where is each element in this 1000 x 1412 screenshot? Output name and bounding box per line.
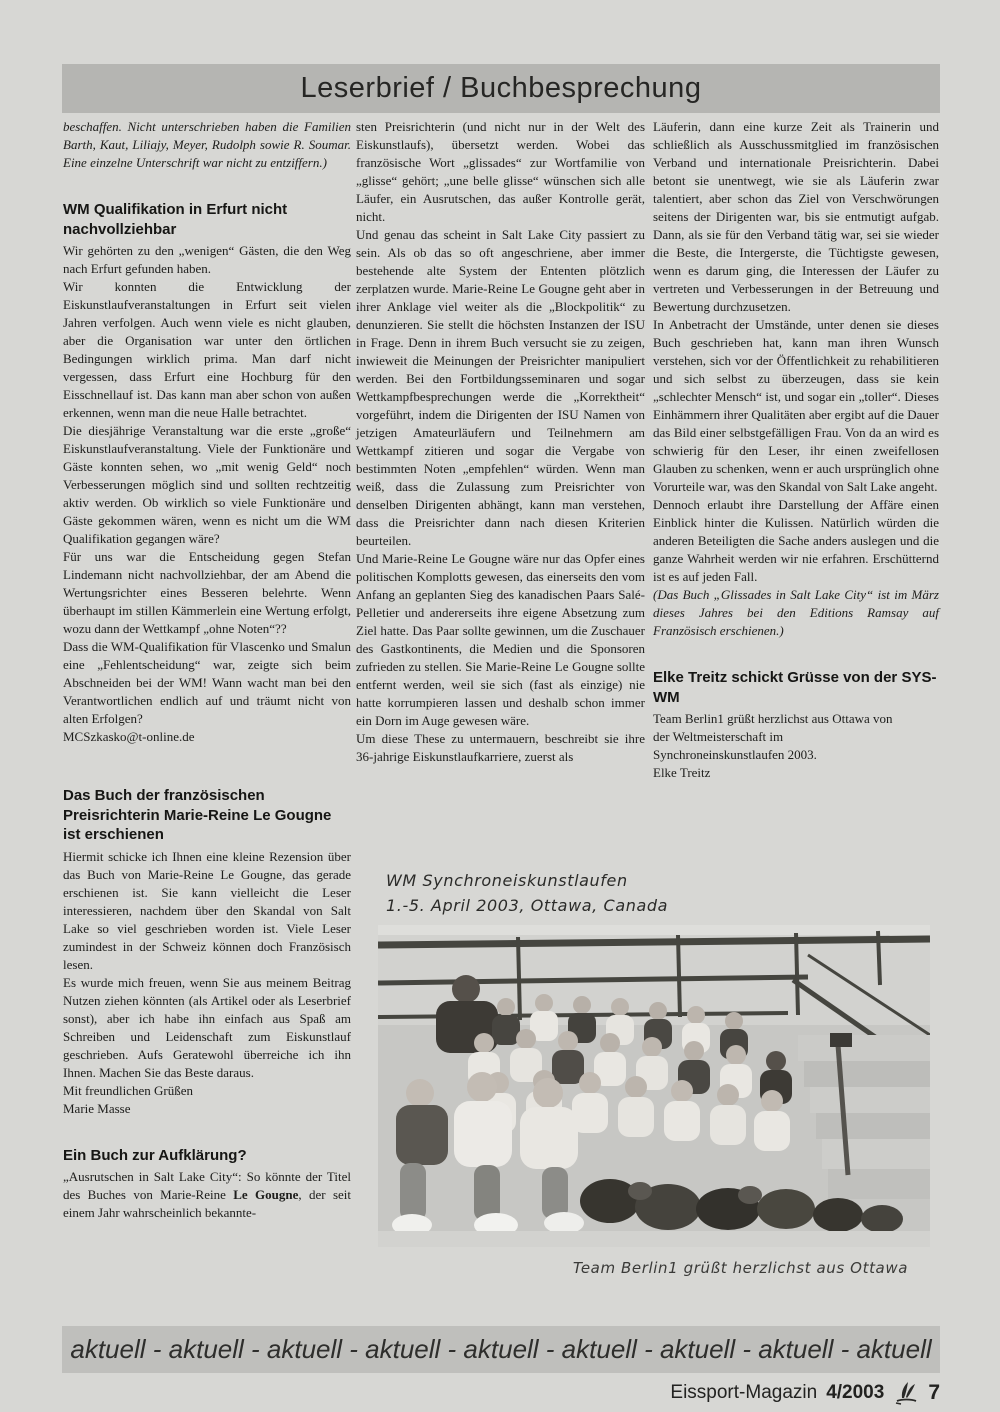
ticker-bar — [62, 1326, 940, 1373]
skate-logo-icon — [893, 1380, 919, 1406]
paragraph: Wir gehörten zu den „wenigen“ Gästen, die den Weg nach Erfurt gefunden haben. — [63, 243, 351, 276]
paragraph — [63, 1168, 351, 1222]
paragraph-text: „Ausrutschen in Salt Lake City“: So könnte der Titel des Buches von Marie-Reine — [63, 1169, 351, 1202]
footer-page-number: 7 — [928, 1381, 940, 1404]
header-bar — [62, 64, 940, 113]
section-heading-elke-treitz: Elke Treitz schickt Grüsse von der SYS-WM — [653, 669, 937, 706]
greeting-line: Synchroneinskunstlaufen 2003. — [653, 747, 817, 762]
paragraph: Und Marie-Reine Le Gougne wäre nur das Opfer eines politischen Komplotts gewesen, das einerseits den vom Anfang an geplanten Sieg des kanadischen Paars Salé-Pelletier und andererseits ihre eigene Absetzung zum Ziel hatte. Das Paar sollte gewinnen, um die Zuschauer des Gastkontinents, die Medien und die Sponsoren zufrieden zu stellen. Sie Marie-Reine Le Gougne sollte entfernt werden, weil sie sich (fast als einzige) nie hatte korrumpieren lassen und deshalb schon immer ein Dorn im Auge gewesen wäre. — [356, 551, 645, 728]
paragraph: Hiermit schicke ich Ihnen eine kleine Rezension über das Buch von Marie-Reine Le Gougne, das gerade erschienen ist. Sie kann vielleicht die Leser interessieren, nachdem über den Skandal von Salt Lake so viel geschrieben worden ist. Viele Leser zumindest in der Schweiz können doch Französisch lesen. — [63, 848, 351, 972]
paragraph: sten Preisrichterin (und nicht nur in der Welt des Eiskunstlaufs), übersetzt werden. Wobei das französische Wort „glissades“ zur Wortfamilie von „glisse“ gehört; „une belle glisse“ wünschen sich alle Läufer, ein Ausrutschen, das außer Kontrolle gerät, nicht. — [356, 119, 645, 224]
team-photo-image — [378, 925, 930, 1247]
closing-line: Mit freundlichen Grüßen — [63, 1082, 193, 1098]
paragraph: Um diese These zu untermauern, beschreibt sie ihre 36-jahrige Eiskunstlaufkarriere, zuerst als — [356, 731, 645, 764]
paragraph: Läuferin, dann eine kurze Zeit als Trainerin und schließlich als Ausschussmitglied im französischen Verband und internationale Preisrichterin. Dabei betont sie unentwegt, wie sie als Läuferin zwar talentiert, aber schon das Ziel von Verschwörungen seitens der Dirigenten war, bis sie entmutigt aufgab. Dann, als sie für den Verband tätig war, sei sie wieder die Beste, die Intergerste, die Tüchtigste gewesen, wenn es darum ging, die Interessen der Läufer zu vertreten und Verbesserungen in der Betreuung und Bewertung durchzusetzen. — [653, 119, 939, 314]
footer-magazine-name: Eissport-Magazin — [670, 1382, 818, 1403]
bold-name: Le Gougne — [233, 1187, 299, 1202]
footer-issue: 4/2003 — [826, 1382, 885, 1403]
photo-caption-line: WM Synchroneiskunstlaufen — [386, 871, 628, 890]
column-left — [63, 118, 351, 1222]
paragraph: Wir konnten die Entwicklung der Eiskunstlaufveranstaltungen in Erfurt seit vielen Jahren verfolgen. Auch wenn viele es nicht glauben, aber die Organisation war unter den örtlichen Bedingungen wirklich prima. Man darf nicht vergessen, dass Erfurt eine Hochburg für den Eisschnellauf ist. Das kann man aber schon von außen erkennen, wenn man die neue Halle betrachtet. — [63, 279, 351, 420]
photo-floor — [378, 1231, 930, 1247]
column-middle — [356, 118, 645, 766]
photo-caption-top — [378, 868, 930, 918]
column-right — [653, 118, 939, 782]
spacer — [653, 640, 939, 668]
signature-line: Marie Masse — [63, 1100, 131, 1116]
paragraph: Für uns war die Entscheidung gegen Stefan Lindemann nicht nachvollziehbar, der am Abend die Wertungsrichter eines Besseren belehrte. Wenn überhaupt im stillen Kämmerlein eine Wertung erfolgt, wozu dann der Wettkampf „ohne Noten“?? — [63, 549, 351, 636]
book-note-italic: (Das Buch „Glissades in Salt Lake City“ ist im März dieses Jahres bei den Editions Ramsay auf Französisch erschienen.) — [653, 587, 939, 638]
page-title: Leserbrief / Buchbesprechung — [300, 72, 702, 104]
greeting-line: der Weltmeisterschaft im — [653, 729, 784, 744]
greeting-line: Elke Treitz — [653, 765, 711, 780]
greeting-line: Team Berlin1 grüßt herzlichst aus Ottawa von — [653, 711, 893, 726]
paragraph: Dennoch erlaubt ihre Darstellung der Affäre einen Einblick hinter die Kulissen. Natürlich würden die anderen Beteiligten die Sache anders auslegen und die ganze Wahrheit werden wir nie erfahren. Erschütternd ist es auf jeden Fall. — [653, 497, 939, 584]
spacer — [63, 172, 351, 200]
photo-caption-line: 1.-5. April 2003, Ottawa, Canada — [386, 896, 669, 915]
email-text: MCSzkasko@t-online.de — [63, 729, 195, 744]
paragraph: Es wurde mich freuen, wenn Sie aus meinem Beitrag Nutzen ziehen könnten (als Artikel oder als Leserbrief sonst), aber ich habe ihn einfach aus Spaß am Schreiben und Leidenschaft zum Eiskunstlauf geschrieben. Aufs Geratewohl überreiche ich ihn Ihnen. Machen Sie das Beste daraus. — [63, 974, 351, 1080]
photo-caption-bottom: Team Berlin1 grüßt herzlichst aus Ottawa — [572, 1259, 908, 1277]
paragraph: Dass die WM-Qualifikation für Vlascenko und Smalun eine „Fehlentscheidung“ war, zeigte sich beim Abschneiden bei der WM! Wann wacht man bei den Verantwortlichen endlich auf und träumt nicht von alten Erfolgen? — [63, 639, 351, 726]
section-heading-ein-buch: Ein Buch zur Aufklärung? — [63, 1146, 247, 1164]
photo-ceiling — [378, 925, 930, 935]
photo-block — [378, 868, 930, 1277]
paragraph: Und genau das scheint in Salt Lake City passiert zu sein. Als ob das so oft angeschriene, aber immer bestehende alte System der Ententen plötzlich zerplatzen wurde. Marie-Reine Le Gougne geht aber in ihrer Anklage viel weiter als die „Blockpolitik“ zu denunzieren. Sie stellt die höchsten Instanzen der ISU in Frage. Denn in ihrem Buch versucht sie zu zeigen, inwieweit die Meinungen der Preisrichter manipuliert werden. Bei den Fortbildungsseminaren und sogar Wettkampfbesprechungen werde die „Korrektheit“ vorgeführt, indem die Dirigenten der ISU Namen von jetzigen Amateurläufern und Teilnehmern am Wettkampf zitieren und sogar die Vergabe von bestimmten Noten „empfehlen“ würden. Wenn man weiß, dass die Zulassung zum Preisrichter von denselben Dirigenten abhängt, kann man verstehen, dass die Preisrichter dann nach diesen Kriterien beurteilen. — [356, 227, 645, 548]
paragraph-text: , der seit einem Jahr wahrscheinlich bekannte- — [63, 1187, 351, 1220]
spacer — [63, 746, 351, 786]
paragraph: Die diesjährige Veranstaltung war die erste „große“ Eiskunstlaufveranstaltung. Viele der Funktionäre und Gäste konnten sehen, wo „mit wenig Geld“ noch Verbesserungen möglich sind und sollten rechtzeitig aktiv werden. Ob wirklich so viele Funktionäre und Gäste gekommen wären, wenn es nicht um die WM Qualifikation gegangen wäre? — [63, 423, 351, 546]
page-footer — [62, 1378, 940, 1408]
section-heading-wm-qualifikation: WM Qualifikation in Erfurt nicht nachvollziehbar — [63, 201, 288, 238]
intro-italic-paragraph: beschaffen. Nicht unterschrieben haben die Familien Barth, Kaut, Liliajy, Meyer, Rudolph sowie R. Soumar. Eine einzelne Unterschrift war nicht zu entziffern.) — [63, 119, 351, 170]
paragraph: In Anbetracht der Umstände, unter denen sie dieses Buch geschrieben hat, kann man ihren Wunsch verstehen, sich vor der Öffentlichkeit zu rehabilitieren und sich selbst zu überzeugen, dass sie kein „schlechter Mensch“ ist, und sogar ein „toller“. Dieses Einhämmern ihrer Qualitäten aber ergibt auf die Dauer das Bild einer selbstgefälligen Frau. Von da an wird es schwierig für den Leser, ihr einen zweifellosen Glauben zu schenken, wenn er auch ursprünglich ohne Vorurteile war, was den Skandal von Salt Lake angeht. — [653, 317, 939, 494]
section-heading-das-buch: Das Buch der französischen Preisrichterin Marie-Reine Le Gougne ist erschienen — [63, 787, 332, 843]
spacer — [63, 1118, 351, 1146]
ticker-text: aktuell - aktuell - aktuell - aktuell - aktuell - aktuell - aktuell - aktuell - aktuell — [70, 1334, 932, 1364]
